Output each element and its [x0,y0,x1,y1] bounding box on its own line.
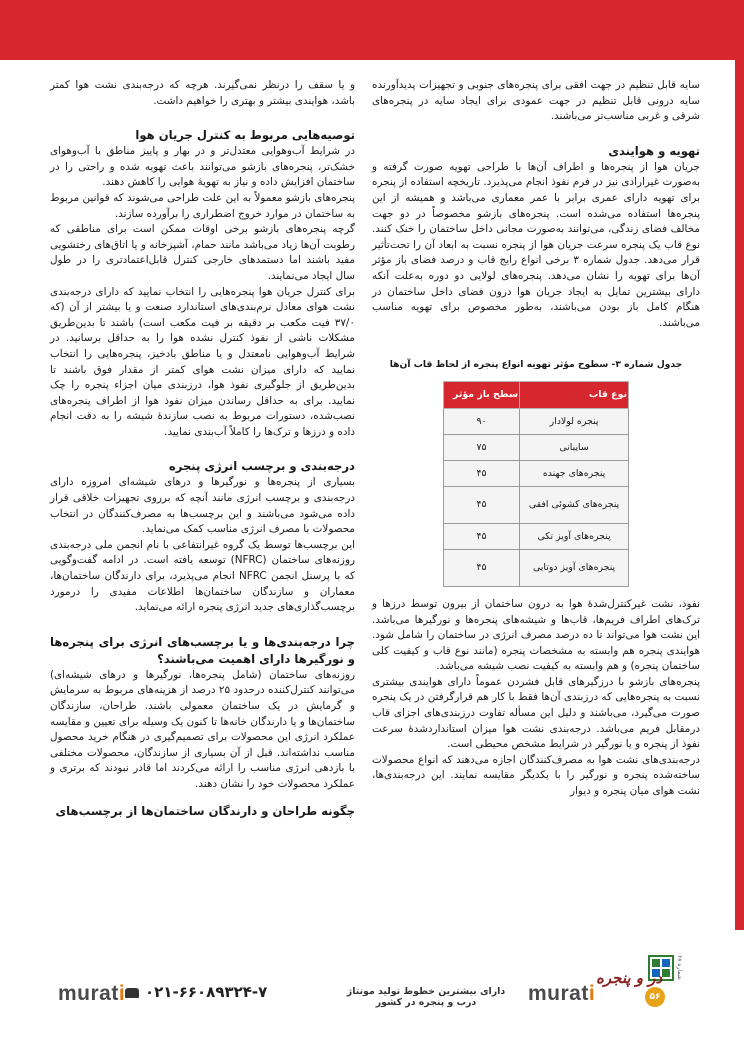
paragraph: سایه قابل تنظیم در جهت افقی برای پنجره‌های جنوبی و تجهیزات پدیدآورنده سایه درونی قابل تنظیم در جهت عمودی برای ایجاد سایه در پنجره‌های شرقی و غربی مناسب‌تر می‌باشند. [372,79,700,123]
page-footer [0,955,744,1025]
table-cell: ۹۰ [444,408,520,434]
murat-logo: murati [528,982,596,1005]
table-row [444,434,629,460]
phone-number: ۰۲۱-۶۶۰۸۹۳۲۴-۷ [145,983,268,1001]
paragraph: روزنه‌های ساختمان (شامل پنجره‌ها، نورگیرها و درهای شیشه‌ای) می‌توانند کنترل‌کننده درحدود ۲۵ درصد از هزینه‌های مربوط به سرمایش و گرمایش در یک ساختمان معمولی باشند. طراحان، سازندگان ساختمان‌ها و یا دارندگان خانه‌ها تا کنون یک وسیله برای تعیین و مقایسه عملکرد انرژی این محصولات برای تصمیم‌گیری در هنگام خرید محصول مناسب نداشته‌اند. قبل از آن بسیاری از سازندگان، محصولات مختلفی با بازدهی انرژی مناسب را ارائه می‌کردند اما قادر نبودند که برتری و عملکرد محصولات خود را نشان دهند. [50,668,355,790]
issue-credit: شماره ۶۸ [676,955,683,980]
table-cell: پنجره‌های آویز تکی [520,523,629,549]
paragraph: برای کنترل جریان هوا پنجره‌هایی را انتخاب نمایید که دارای درجه‌بندی نشت هوای معادل نرم‌بندی‌های استاندارد صنعت و یا بیشتر از آن (که ۳۷/۰ فیت مکعب بر دقیقه بر فیت مکعب است) باشند تا بدین‌طریق مشکلات ناشی از نفوذ کنترل نشده هوا را به حداقل برسانید. در شرایط آب‌وهوایی نامعتدل و یا مناطق بادخیز، پنجره‌هایی را انتخاب نمایید که دارای میزان نشت هوای کمتر از مقدار فوق باشند تا بدین‌طریق از جلوگیری نفوذ هوا، درزبندی میان اجزاء پنجره را چک نمایید. برای به حداقل رساندن میزان نفوذ هوا از اطراف پنجره‌های نصب‌شده، دستورات مربوط به نصب سازندهٔ شیشه را به دقت انجام داده و درزها و ترک‌ها را کاملاً آب‌بندی نمایید. [50,285,355,438]
table-cell: ۷۵ [444,434,520,460]
section-heading: تهویه و هوایندی [608,143,700,158]
paragraph: و یا سقف را درنظر نمی‌گیرند. هرچه که درجه‌بندی نشت هوا کمتر باشد، هوایندی بیشتر و بهتری را خواهیم داشت. [50,79,355,107]
paragraph: جریان هوا از پنجره‌ها و اطراف آن‌ها با طراحی تهویه صورت گرفته و به‌صورت غیرارادی نیز در فرم نفوذ انجام می‌پذیرد. تاریخچه استفاده از پنجره برای تهویه دارای عمری برابر با عمر معماری می‌باشد و همیشه از این پنجره‌ها استفاده می‌شده است. پنجره‌های بازشو مخصوصاً در دو جهت مخالف فضای زندگی، می‌توانند به‌صورت مجانی داخل ساختمان را خنک کنند. نوع قاب یک پنجره سرعت جریان هوا از پنجره نسبت به ابعاد آن را تحت‌تأثیر قرار می‌دهد. جدول شماره ۳ برخی انواع رایج قاب و درصد فضای باز مؤثر آن‌ها برای تهویه را نشان می‌دهد. پنجره‌های لولایی دو دوره به‌علت آنکه دارای بیشترین تمایل به ایجاد جریان هوا درون فضای داخل ساختمان در هنگام کامل باز بودن می‌باشند، به‌طور مخصوص برای تهویه مناسب می‌باشند. [372,160,700,329]
column-header: نوع قاب [520,381,629,408]
table-cell: ۴۵ [444,523,520,549]
section-heading: چگونه طراحان و دارندگان ساختمان‌ها از برچسب‌های [55,803,355,818]
table-row [444,408,629,434]
paragraph: بسیاری از پنجره‌ها و نورگیرها و درهای شیشه‌ای امروزه دارای درجه‌بندی و برچسب انرژی مانند آنچه که برروی تجهیزات خلاقی قرار داده می‌شود می‌باشند و این برچسب‌ها به مصرف‌کنندگان در انتخاب محصولات با مصرف انرژی مناسب کمک می‌نماید. [50,476,355,536]
phone-icon [125,988,139,998]
magazine-logo: در و پنجره [596,969,663,987]
page-number: ۵۶ [645,987,665,1007]
paragraph: درجه‌بندی‌های نشت هوا به مصرف‌کنندگان اجازه می‌دهند که انواع محصولات ساخته‌شده پنجره و نورگیر را با یکدیگر مقایسه نمایند. این درجه‌بندی‌ها، نشت هوای میان پنجره و دیوار [372,753,700,798]
table-caption: جدول شماره ۳- سطوح مؤثر تهویه انواع پنجره از لحاظ قاب آن‌ها [389,359,683,371]
table-cell: پنجره‌های جهنده [520,460,629,486]
header-red-band [0,0,744,60]
table-cell: پنجره‌های کشوئی افقی [520,486,629,523]
table-cell: سایبانی [520,434,629,460]
footer-tagline: دارای بیشترین خطوط تولید مونتاژ درب و پنجره در کشور [346,986,506,1008]
table-cell: ۴۵ [444,460,520,486]
left-column [50,78,355,820]
paragraph: نفوذ، نشت غیرکنترل‌شدهٔ هوا به درون ساختمان از بیرون توسط درزها و ترک‌های اطراف فریم‌ها، قاب‌ها و شیشه‌های پنجره‌ها و نورگیرها می‌باشد. این نشت هوا می‌تواند تا ده درصد مصرف انرژی در ساختمان را شامل شود. هوایندی پنجره هم وابسته به مشخصات پنجره (مانند نوع قاب و کیفیت کلی ساختمان پنجره) و هم وابسته به کیفیت نصب شیشه می‌باشد. [372,597,700,673]
paragraph: در شرایط آب‌وهوایی معتدل‌تر و در بهار و پاییز مناطق با آب‌وهوای خشک‌تر، پنجره‌های بازشو می‌توانند باعث تهویه شده و راحتی را در ساختمان افزایش داده و نیاز به تهویهٔ هوایی را کاهش دهند. [50,145,355,189]
table-row [444,549,629,586]
side-red-band [735,0,744,930]
section-heading: درجه‌بندی و برچسب انرژی پنجره [168,459,355,474]
section-heading: چرا درجه‌بندی‌ها و یا برچسب‌های انرژی برای پنجره‌ها و نورگیرها دارای اهمیت می‌باشند؟ [50,634,355,666]
table-row [444,460,629,486]
paragraph: این برچسب‌ها توسط یک گروه غیرانتفاعی با نام انجمن ملی درجه‌بندی روزنه‌های ساختمان (NFRC) توسعه یافته است. در ادامه گفت‌وگویی که با پرسنل انجمن NFRC انجام می‌پذیرد، برای دارندگان ساختمان‌ها، معماران و سازندگان ساختمان‌ها اطلاعات مفیدی را درمورد برچسب‌گذاری‌های جدید انرژی پنجره ارائه می‌نماید. [50,538,355,614]
paragraph: پنجره‌های بازشو با درزگیرهای قابل فشردن عموماً دارای هوایندی بیشتری نسبت به پنجره‌هایی که درزبندی آن‌ها فقط با کار هم قرارگرفتن در یک پنجره صورت می‌گیرد، می‌باشند و دلیل این مسأله تفاوت درزبندی‌های اجزای قاب درمقابل فریم می‌باشد. درجه‌بندی نشت هوا میزان استانداردشدهٔ سرعت نفوذ از پنجره و یا نورگیر در شرایط مشخص محیطی است. [372,675,700,751]
table-cell: پنجره‌های آویز دوتایی [520,549,629,586]
paragraph: پنجره‌های بازشو معمولاً به این علت طراحی می‌شوند که قوانین مربوط به ساختمان در موارد خروج اضطراری را برآورده سازند. [50,191,355,220]
paragraph: گرچه پنجره‌های بازشو برخی اوقات ممکن است برای مناطقی که رطوبت آن‌ها زیاد می‌باشد مانند حمام، آشپزخانه و یا اتاق‌های رختشویی مفید باشند اما دستمدهای خارجی کنترل قابل‌اعتمادتری را در طول سال ایجاد می‌نمایند. [50,223,355,282]
table-header-row [444,381,629,408]
table-cell: پنجره لولادار [520,408,629,434]
murat-logo: murati [58,982,126,1005]
table-cell: ۴۵ [444,486,520,523]
table-cell: ۴۵ [444,549,520,586]
table-row [444,486,629,523]
column-header: سطح باز مؤثر [444,381,520,408]
table-row [444,523,629,549]
frame-ventilation-table [443,381,629,587]
section-heading: توصیه‌هایی مربوط به کنترل جریان هوا [135,128,355,143]
right-column [372,78,700,800]
